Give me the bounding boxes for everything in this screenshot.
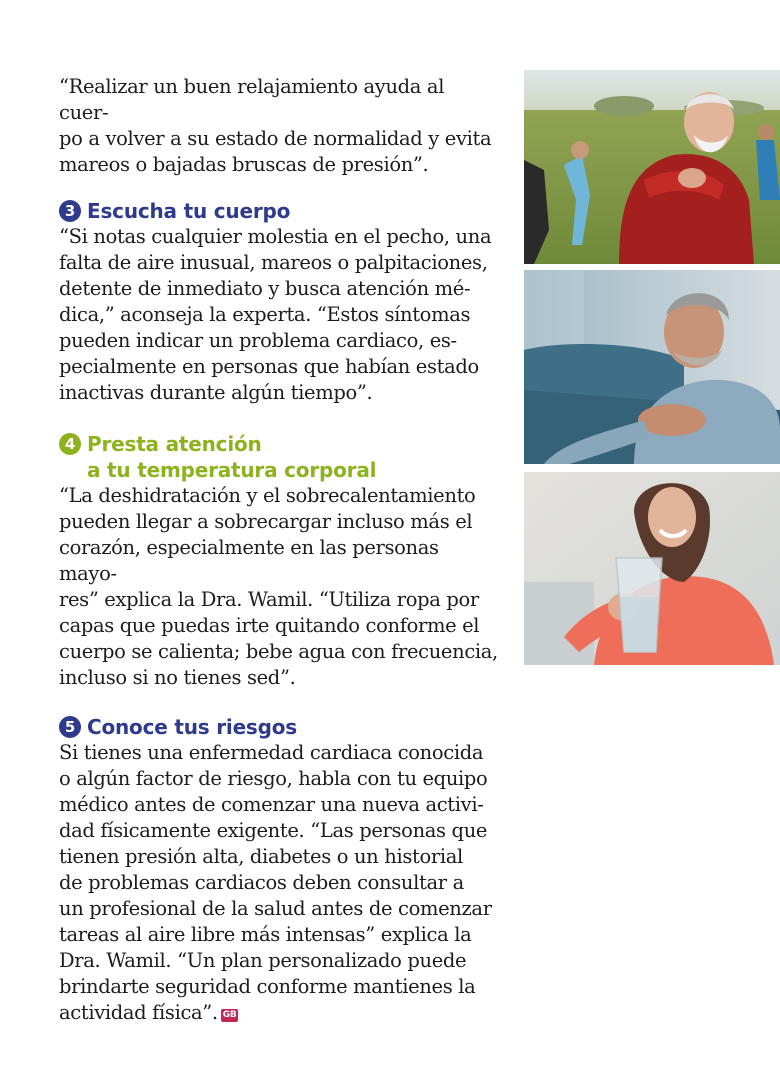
section-body [59, 740, 499, 1026]
section-title: Conoce tus riesgos [87, 715, 297, 739]
article-column [59, 74, 499, 1026]
section-body: “La deshidratación y el sobrecalentamiento pueden llegar a sobrecargar incluso más el corazón, especialmente en las personas mayo- res” explica la Dra. Wamil. “Utiliza ropa por capas que puedas irte quitando conforme el cuerpo se calienta; bebe agua con frecuencia, incluso si no tienes sed”. [59, 484, 498, 689]
section-number-badge: 5 [59, 716, 81, 738]
section-number-badge: 4 [59, 433, 81, 455]
photo-woman-water-glass [524, 472, 780, 665]
section-heading [59, 431, 499, 483]
section-heading [59, 198, 499, 224]
photo-man-chest-pain [524, 270, 780, 464]
section-temperatura [59, 431, 499, 691]
photo-man-stretching [524, 70, 780, 264]
section-body-text: Si tienes una enfermedad cardiaca conocida o algún factor de riesgo, habla con tu equipo médico antes de comenzar una nueva activi- dad físicamente exigente. “Las personas que tienen presión alta, diabetes o un historial de problemas cardiacos deben consultar a un profesional de la salud antes de comenzar tareas al aire libre más intensas” explica la Dra. Wamil. “Un plan personalizado puede brindarte seguridad conforme mantienes la actividad física”. [59, 741, 492, 1024]
section-riesgos [59, 714, 499, 1026]
section-heading [59, 714, 499, 740]
section-title: Presta atención a tu temperatura corporal [87, 432, 377, 482]
end-mark-badge: GB [222, 1010, 237, 1020]
section-escucha [59, 198, 499, 406]
section-title: Escucha tu cuerpo [87, 199, 291, 223]
section-number-badge: 3 [59, 200, 81, 222]
intro-paragraph: “Realizar un buen relajamiento ayuda al cuer- po a volver a su estado de normalidad y evita mareos o bajadas bruscas de presión”. [59, 75, 492, 176]
section-body: “Si notas cualquier molestia en el pecho, una falta de aire inusual, mareos o palpitaciones, detente de inmediato y busca atención mé- dica,” aconseja la experta. “Estos síntomas pueden indicar un problema cardiaco, es- pecialmente en personas que habían estado inactivas durante algún tiempo”. [59, 225, 492, 404]
